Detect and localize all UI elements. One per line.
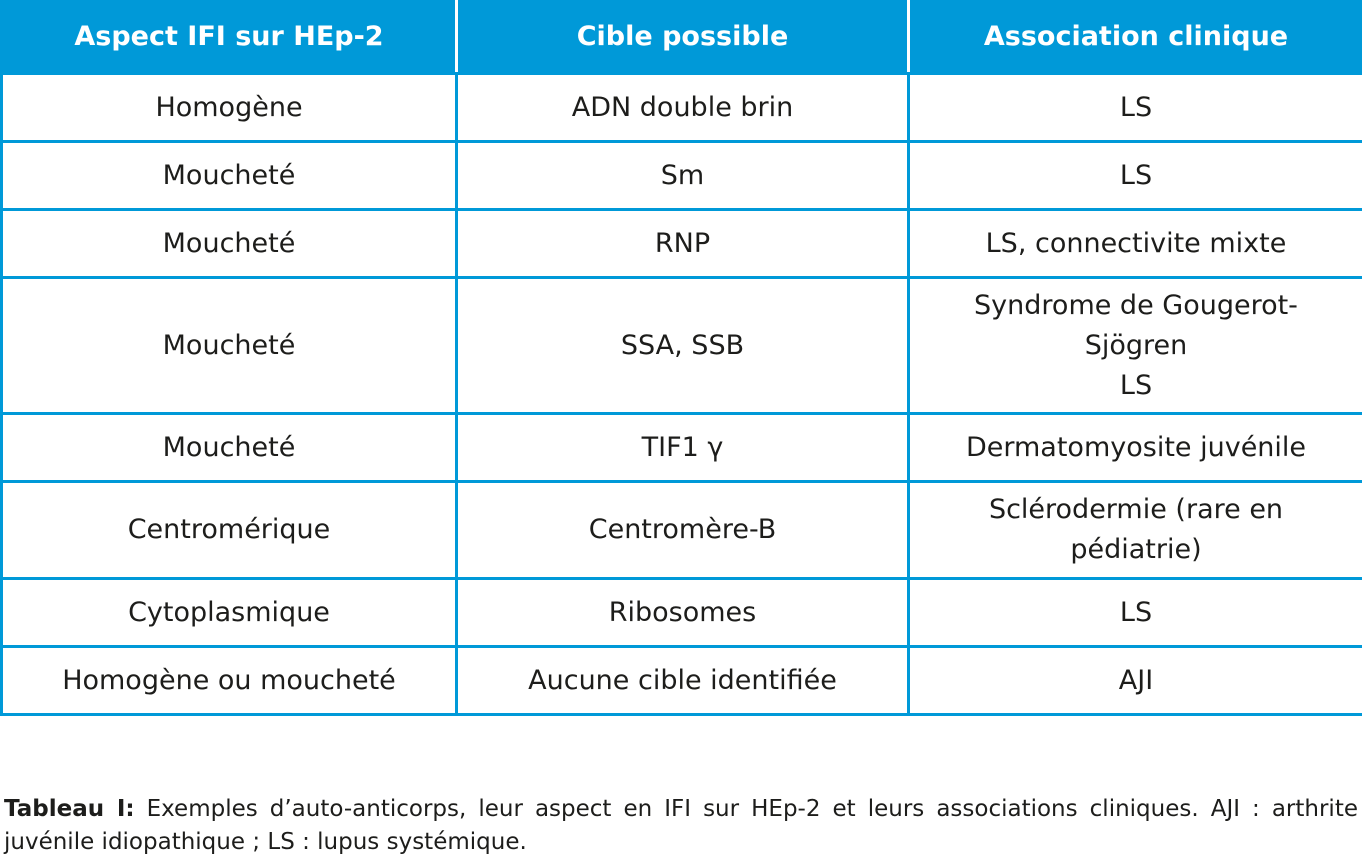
cell-cible: SSA, SSB xyxy=(457,278,909,414)
table-row xyxy=(2,482,1362,579)
association-line: LS xyxy=(918,88,1354,128)
cell-cible: TIF1 γ xyxy=(457,414,909,482)
cell-cible: Centromère-B xyxy=(457,482,909,579)
table-row xyxy=(2,647,1362,715)
cell-association xyxy=(909,210,1362,278)
association-line: LS xyxy=(918,366,1354,406)
table-row xyxy=(2,142,1362,210)
header-cible: Cible possible xyxy=(457,0,909,74)
association-line: pédiatrie) xyxy=(918,530,1354,570)
header-row xyxy=(2,0,1362,74)
cell-aspect: Moucheté xyxy=(2,278,457,414)
table-row xyxy=(2,579,1362,647)
caption-text: Exemples d’auto-anticorps, leur aspect en IFI sur HEp-2 et leurs associations cliniques. AJI : arthrite juvénile idiopathique ; LS : lupus systémique. xyxy=(4,796,1358,855)
cell-association xyxy=(909,414,1362,482)
cell-cible: Ribosomes xyxy=(457,579,909,647)
table-row xyxy=(2,74,1362,142)
cell-aspect: Cytoplasmique xyxy=(2,579,457,647)
cell-aspect: Moucheté xyxy=(2,414,457,482)
table-caption xyxy=(4,793,1358,859)
cell-aspect: Centromérique xyxy=(2,482,457,579)
cell-association xyxy=(909,482,1362,579)
cell-association xyxy=(909,278,1362,414)
header-aspect: Aspect IFI sur HEp-2 xyxy=(2,0,457,74)
association-line: LS, connectivite mixte xyxy=(918,224,1354,264)
association-line: LS xyxy=(918,156,1354,196)
table-row xyxy=(2,414,1362,482)
cell-association xyxy=(909,74,1362,142)
association-line: Dermatomyosite juvénile xyxy=(918,428,1354,468)
table-row xyxy=(2,278,1362,414)
association-line: Sclérodermie (rare en xyxy=(918,490,1354,530)
cell-aspect: Homogène xyxy=(2,74,457,142)
cell-association xyxy=(909,647,1362,715)
header-association: Association clinique xyxy=(909,0,1362,74)
cell-cible: ADN double brin xyxy=(457,74,909,142)
association-line: AJI xyxy=(918,661,1354,701)
association-line: LS xyxy=(918,593,1354,633)
table-row xyxy=(2,210,1362,278)
cell-association xyxy=(909,142,1362,210)
cell-aspect: Moucheté xyxy=(2,210,457,278)
cell-aspect: Homogène ou moucheté xyxy=(2,647,457,715)
cell-cible: RNP xyxy=(457,210,909,278)
association-line: Sjögren xyxy=(918,326,1354,366)
cell-cible: Sm xyxy=(457,142,909,210)
association-line: Syndrome de Gougerot- xyxy=(918,286,1354,326)
caption-label: Tableau I: xyxy=(4,796,135,822)
cell-cible: Aucune cible identifiée xyxy=(457,647,909,715)
cell-aspect: Moucheté xyxy=(2,142,457,210)
cell-association xyxy=(909,579,1362,647)
